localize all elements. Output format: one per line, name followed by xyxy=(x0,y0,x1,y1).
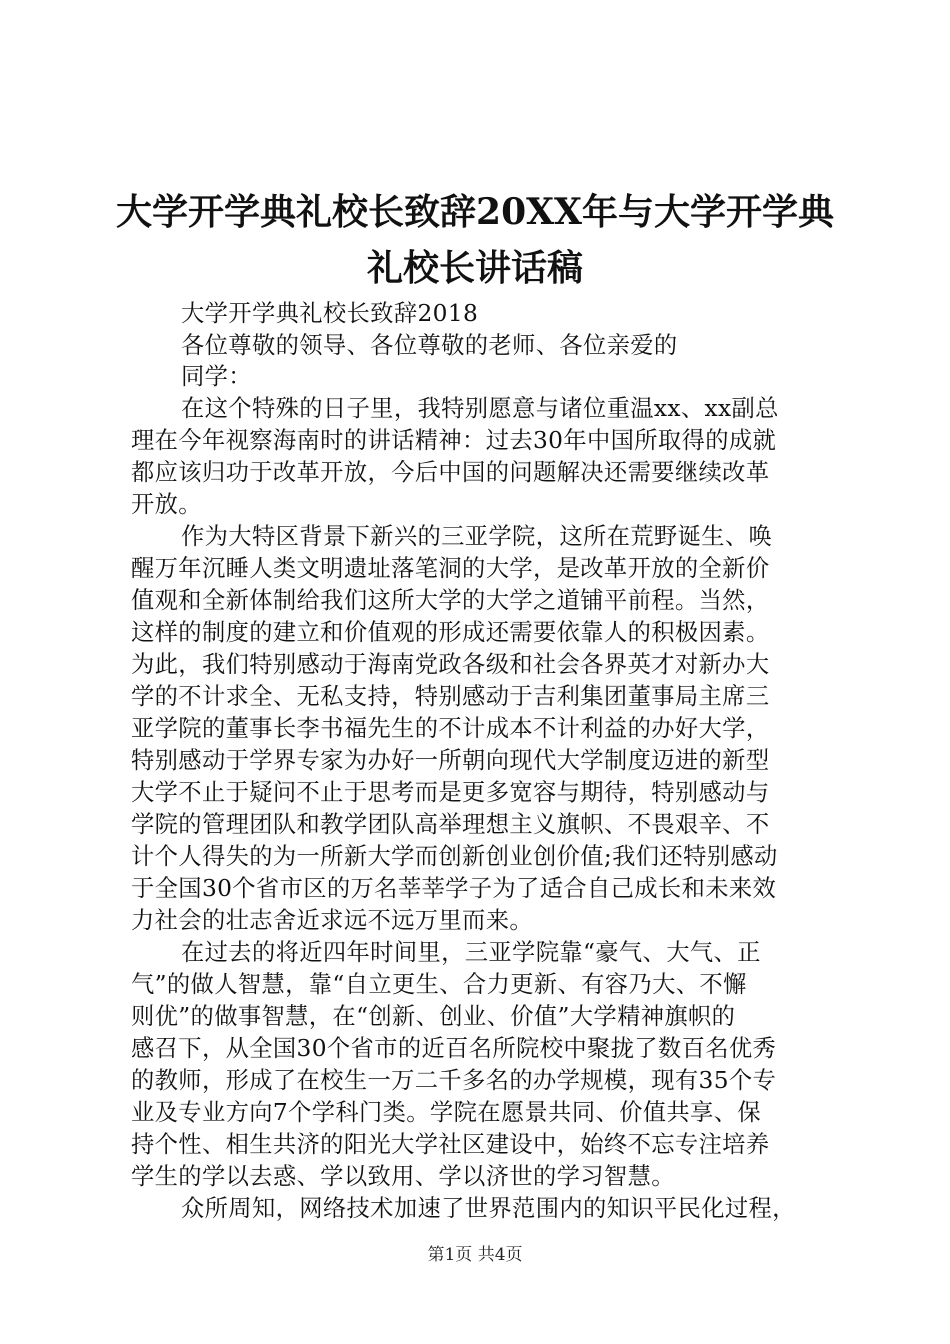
text-line: 这样的制度的建立和价值观的形成还需要依靠人的积极因素。 xyxy=(131,619,770,646)
text-line: 计个人得失的为一所新大学而创新创业创价值;我们还特别感动 xyxy=(131,843,778,870)
paragraph-start: 众所周知，网络技术加速了世界范围内的知识平民化过程， xyxy=(181,1195,796,1222)
text-line: 气”的做人智慧，靠“自立更生、合力更新、有容乃大、不懈 xyxy=(131,971,747,998)
text-line: 力社会的壮志舍近求远不远万里而来。 xyxy=(131,907,533,934)
text-line: 持个性、相生共济的阳光大学社区建设中，始终不忘专注培养 xyxy=(131,1131,770,1158)
text-line: 的教师，形成了在校生一万二千多名的办学规模，现有35个专 xyxy=(131,1067,777,1094)
text-line: 开放。 xyxy=(131,491,202,518)
text-line: 于全国30个省市区的万名莘莘学子为了适合自己成长和未来效 xyxy=(131,875,777,902)
paragraph-start: 作为大特区背景下新兴的三亚学院，这所在荒野诞生、唤 xyxy=(181,523,773,550)
text-line: 同学： xyxy=(181,363,252,390)
document-title-line-2: 礼校长讲话稿 xyxy=(366,247,583,289)
paragraph-start: 在过去的将近四年时间里，三亚学院靠“豪气、大气、正 xyxy=(181,939,761,966)
text-line: 为此，我们特别感动于海南党政各级和社会各界英才对新办大 xyxy=(131,651,770,678)
text-line: 理在今年视察海南时的讲话精神：过去30年中国所取得的成就 xyxy=(131,427,777,454)
text-line: 都应该归功于改革开放，今后中国的问题解决还需要继续改革 xyxy=(131,459,770,486)
text-line: 大学开学典礼校长致辞2018 xyxy=(181,300,479,327)
text-line: 大学不止于疑问不止于思考而是更多宽容与期待，特别感动与 xyxy=(131,779,770,806)
text-line: 感召下，从全国30个省市的近百名所院校中聚拢了数百名优秀 xyxy=(131,1035,777,1062)
text-line: 值观和全新体制给我们这所大学的大学之道铺平前程。当然， xyxy=(131,587,770,614)
text-line: 各位尊敬的领导、各位尊敬的老师、各位亲爱的 xyxy=(181,332,678,359)
text-line: 业及专业方向7个学科门类。学院在愿景共同、价值共享、保 xyxy=(131,1099,761,1126)
paragraph-start: 在这个特殊的日子里，我特别愿意与诸位重温xx、xx副总 xyxy=(181,395,779,422)
text-line: 学院的管理团队和教学团队高举理想主义旗帜、不畏艰辛、不 xyxy=(131,811,770,838)
text-line: 则优”的做事智慧，在“创新、创业、价值”大学精神旗帜的 xyxy=(131,1003,736,1030)
page-footer: 第1页 共4页 xyxy=(427,1245,523,1265)
text-line: 醒万年沉睡人类文明遗址落笔洞的大学，是改革开放的全新价 xyxy=(131,555,770,582)
text-line: 特别感动于学界专家为办好一所朝向现代大学制度迈进的新型 xyxy=(131,747,770,774)
text-line: 学生的学以去惑、学以致用、学以济世的学习智慧。 xyxy=(131,1163,675,1190)
text-line: 学的不计求全、无私支持，特别感动于吉利集团董事局主席三 xyxy=(131,683,770,710)
document-title-line-1: 大学开学典礼校长致辞20XX年与大学开学典 xyxy=(116,191,834,233)
text-line: 亚学院的董事长李书福先生的不计成本不计利益的办好大学， xyxy=(131,715,770,742)
